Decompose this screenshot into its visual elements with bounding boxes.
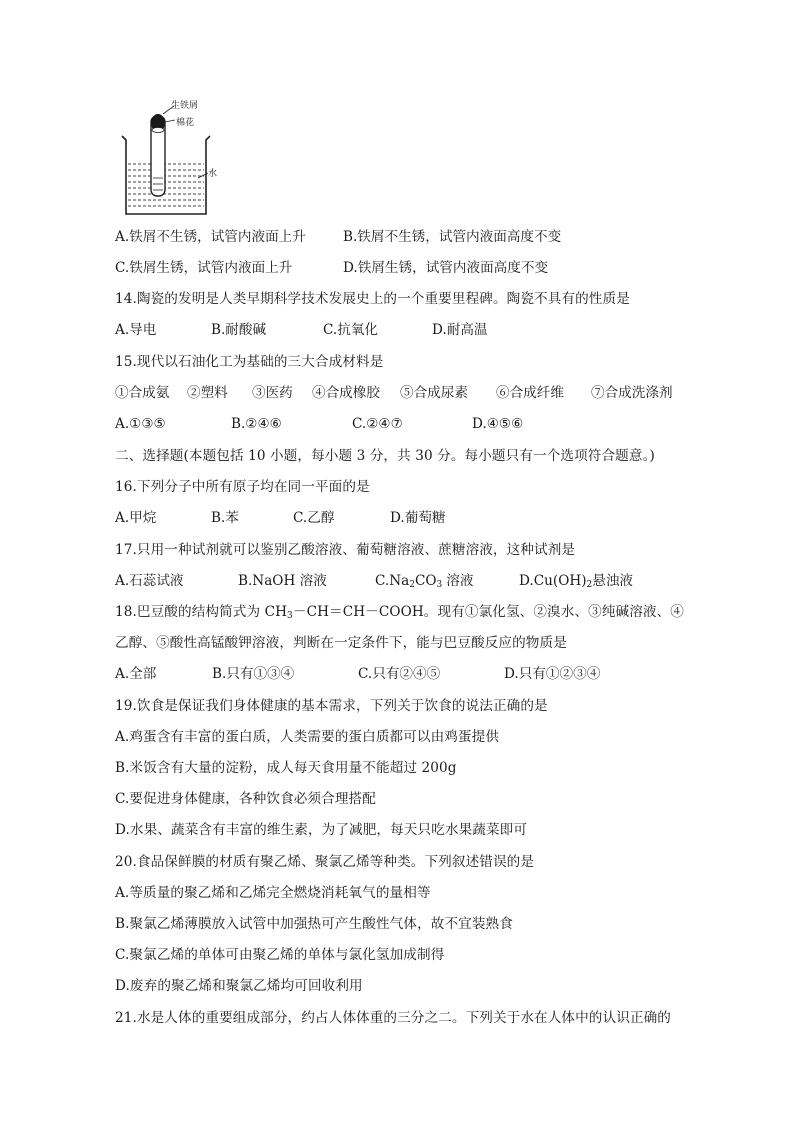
q14-stem: 14.陶瓷的发明是人类早期科学技术发展史上的一个重要里程碑。陶瓷不具有的性质是	[115, 291, 630, 307]
q19-option-c: C.要促进身体健康，各种饮食必须合理搭配	[115, 791, 376, 807]
q13-option-c: C.铁屑生锈，试管内液面上升	[115, 260, 293, 276]
q13-option-d: D.铁屑生锈，试管内液面高度不变	[343, 260, 549, 276]
q18-option-b: B.只有①③④	[212, 666, 295, 682]
label-iron-filings: 生铁屑	[171, 101, 199, 111]
q16-option-d: D.葡萄糖	[390, 510, 446, 526]
q15-item: ⑤合成尿素	[400, 385, 468, 401]
q16-option-b: B.苯	[211, 510, 239, 526]
q19-stem: 19.饮食是保证我们身体健康的基本需求，下列关于饮食的说法正确的是	[115, 698, 548, 714]
q20-option-a: A.等质量的聚乙烯和乙烯完全燃烧消耗氧气的量相等	[115, 885, 431, 901]
q15-item: ⑥合成纤维	[496, 385, 564, 401]
q19-option-b: B.米饭含有大量的淀粉，成人每天食用量不能超过 200g	[115, 760, 457, 776]
q15-option-b: B.②④⑥	[231, 416, 282, 432]
q13-options-row1	[115, 227, 715, 247]
q15-item: ②塑料	[187, 385, 228, 401]
beaker-diagram	[118, 96, 228, 218]
q17-option-c: $C.Na_2CO_3$ 溶液	[375, 573, 474, 590]
q14-option-b: B.耐酸碱	[211, 322, 267, 338]
q13-option-a: A.铁屑不生锈，试管内液面上升	[115, 229, 306, 245]
q18-option-d: D.只有①②③④	[504, 666, 601, 682]
q15-stem: 15.现代以石油化工为基础的三大合成材料是	[115, 354, 384, 370]
q15-options	[115, 414, 715, 434]
q15-item: ④合成橡胶	[312, 385, 380, 401]
q16-options	[115, 508, 715, 528]
q19-option-d: D.水果、蔬菜含有丰富的维生素，为了减肥，每天只吃水果蔬菜即可	[115, 822, 528, 838]
q17-options	[115, 571, 715, 591]
q18-option-a: A.全部	[115, 666, 157, 682]
q14-options	[115, 320, 715, 340]
q15-option-a: A.①③⑤	[115, 416, 166, 432]
q18-stem-line2: 乙醇、⑤酸性高锰酸钾溶液，判断在一定条件下，能与巴豆酸反应的物质是	[115, 635, 567, 651]
q16-option-a: A.甲烷	[115, 510, 157, 526]
q15-item: ⑦合成洗涤剂	[591, 385, 673, 401]
section-2-heading: 二、选择题(本题包括 10 小题，每小题 3 分，共 30 分。每小题只有一个选项符合题意。)	[115, 448, 655, 464]
q16-option-c: C.乙醇	[293, 510, 335, 526]
q20-option-b: B.聚氯乙烯薄膜放入试管中加强热可产生酸性气体，故不宜装熟食	[115, 916, 513, 932]
experiment-figure	[118, 96, 228, 218]
q17-option-d: $D.Cu(OH)_2$悬浊液	[519, 573, 634, 590]
q15-option-d: D.④⑤⑥	[472, 416, 524, 432]
q21-stem: 21.水是人体的重要组成部分，约占人体体重的三分之二。下列关于水在人体中的认识正确的	[115, 1010, 671, 1026]
q15-item: ③医药	[252, 385, 293, 401]
q13-options-row2	[115, 258, 715, 278]
q20-option-c: C.聚氯乙烯的单体可由聚乙烯的单体与氯化氢加成制得	[115, 947, 445, 963]
label-water: 水	[208, 169, 218, 179]
q18-options	[115, 664, 715, 684]
q18-stem-line1: 18.巴豆酸的结构简式为 $CH_3-CH=CH-COOH$。现有①氯化氢、②溴水、③纯碱溶液、④	[115, 604, 684, 621]
q18-option-c: C.只有②④⑤	[358, 666, 441, 682]
q14-option-a: A.导电	[115, 322, 157, 338]
q17-option-a: A.石蕊试液	[115, 573, 184, 589]
q15-option-c: C.②④⑦	[352, 416, 403, 432]
label-cotton: 棉花	[176, 118, 195, 128]
q14-option-d: D.耐高温	[432, 322, 488, 338]
q16-stem: 16.下列分子中所有原子均在同一平面的是	[115, 479, 370, 495]
q15-item: ①合成氨	[115, 385, 170, 401]
q17-stem: 17.只用一种试剂就可以鉴别乙酸溶液、葡萄糖溶液、蔗糖溶液，这种试剂是	[115, 542, 576, 558]
q14-option-c: C.抗氧化	[323, 322, 379, 338]
q15-items	[115, 383, 715, 403]
q17-option-b: B.NaOH 溶液	[238, 573, 327, 589]
q13-option-b: B.铁屑不生锈，试管内液面高度不变	[343, 229, 562, 245]
q20-option-d: D.废弃的聚乙烯和聚氯乙烯均可回收利用	[115, 978, 363, 994]
q19-option-a: A.鸡蛋含有丰富的蛋白质，人类需要的蛋白质都可以由鸡蛋提供	[115, 729, 500, 745]
q20-stem: 20.食品保鲜膜的材质有聚乙烯、聚氯乙烯等种类。下列叙述错误的是	[115, 854, 535, 870]
